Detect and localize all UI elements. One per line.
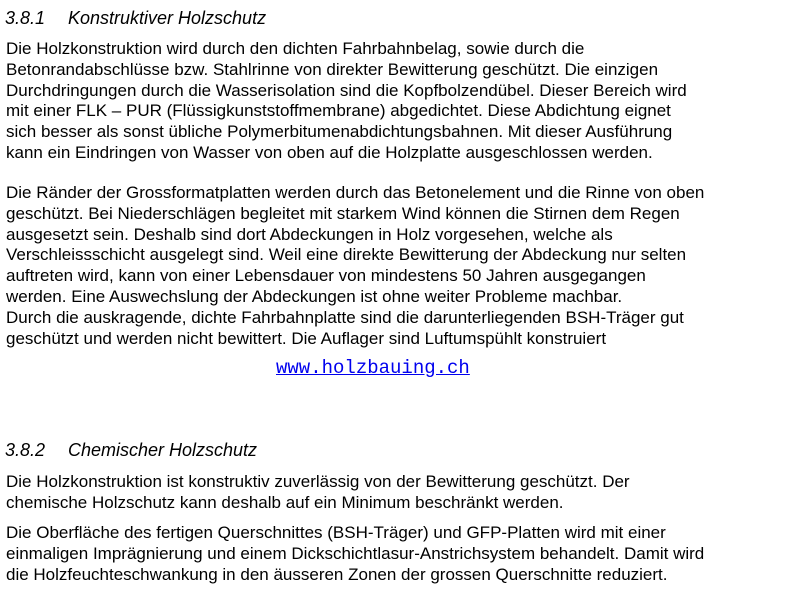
paragraph xyxy=(6,39,800,164)
paragraph-line: einmaligen Imprägnierung und einem Dickschichtlasur-Anstrichsystem behandelt. Damit wird xyxy=(6,543,705,563)
section-number: 3.8.1 xyxy=(5,8,46,28)
paragraph-line: geschützt und werden nicht bewittert. Die Auflager sind Luftumspühlt konstruiert xyxy=(6,328,607,348)
paragraph-line: Durch die auskragende, dichte Fahrbahnplatte sind die darunterliegenden BSH-Träger gut xyxy=(6,307,684,327)
paragraph-line: Verschleissschicht ausgelegt sind. Weil eine direkte Bewitterung der Abdeckung nur selten xyxy=(6,245,687,265)
paragraph-line: Die Holzkonstruktion wird durch den dichten Fahrbahnbelag, sowie durch die xyxy=(6,39,585,58)
section-title: Konstruktiver Holzschutz xyxy=(68,8,267,28)
paragraph xyxy=(6,523,800,585)
paragraph-line: Durchdringungen durch die Wasserisolation sind die Kopfbolzendübel. Dieser Bereich wird xyxy=(6,80,687,100)
website-link[interactable]: www.holzbauing.ch xyxy=(276,357,470,379)
paragraph-line: mit einer FLK – PUR (Flüssigkunststoffmembrane) abgedichtet. Diese Abdichtung eignet xyxy=(6,101,671,121)
paragraph-line: die Holzfeuchteschwankung in den äusseren Zonen der grossen Querschnitte reduziert. xyxy=(6,564,668,584)
paragraph-line: sich besser als sonst übliche Polymerbitumenabdichtungsbahnen. Mit dieser Ausführung xyxy=(6,122,673,142)
paragraph-line: werden. Eine Auswechslung der Abdeckungen ist ohne weiter Probleme machbar. xyxy=(6,286,623,306)
paragraph-line: Die Oberfläche des fertigen Querschnittes (BSH-Träger) und GFP-Platten wird mit einer xyxy=(6,523,666,542)
paragraph-line: kann ein Eindringen von Wasser von oben auf die Holzplatte ausgeschlossen werden. xyxy=(6,142,653,162)
paragraph xyxy=(6,472,800,514)
paragraph-line: ausgesetzt sein. Deshalb sind dort Abdeckungen in Holz vorgesehen, welche als xyxy=(6,224,613,244)
section-heading xyxy=(5,7,266,29)
paragraph xyxy=(6,183,800,349)
paragraph-line: Betonrandabschlüsse bzw. Stahlrinne von direkter Bewitterung geschützt. Die einzigen xyxy=(6,59,659,79)
paragraph-line: auftreten wird, kann von einer Lebensdauer von mindestens 50 Jahren ausgegangen xyxy=(6,266,646,286)
section-title: Chemischer Holzschutz xyxy=(68,440,258,460)
paragraph-line: geschützt. Bei Niederschlägen begleitet mit starkem Wind können die Stirnen dem Regen xyxy=(6,203,680,223)
paragraph-line: Die Holzkonstruktion ist konstruktiv zuverlässig von der Bewitterung geschützt. Der xyxy=(6,472,630,491)
section-heading xyxy=(5,439,257,461)
paragraph-line: Die Ränder der Grossformatplatten werden durch das Betonelement und die Rinne von oben xyxy=(6,183,705,202)
section-number: 3.8.2 xyxy=(5,440,46,460)
paragraph-line: chemische Holzschutz kann deshalb auf ein Minimum beschränkt werden. xyxy=(6,492,564,512)
